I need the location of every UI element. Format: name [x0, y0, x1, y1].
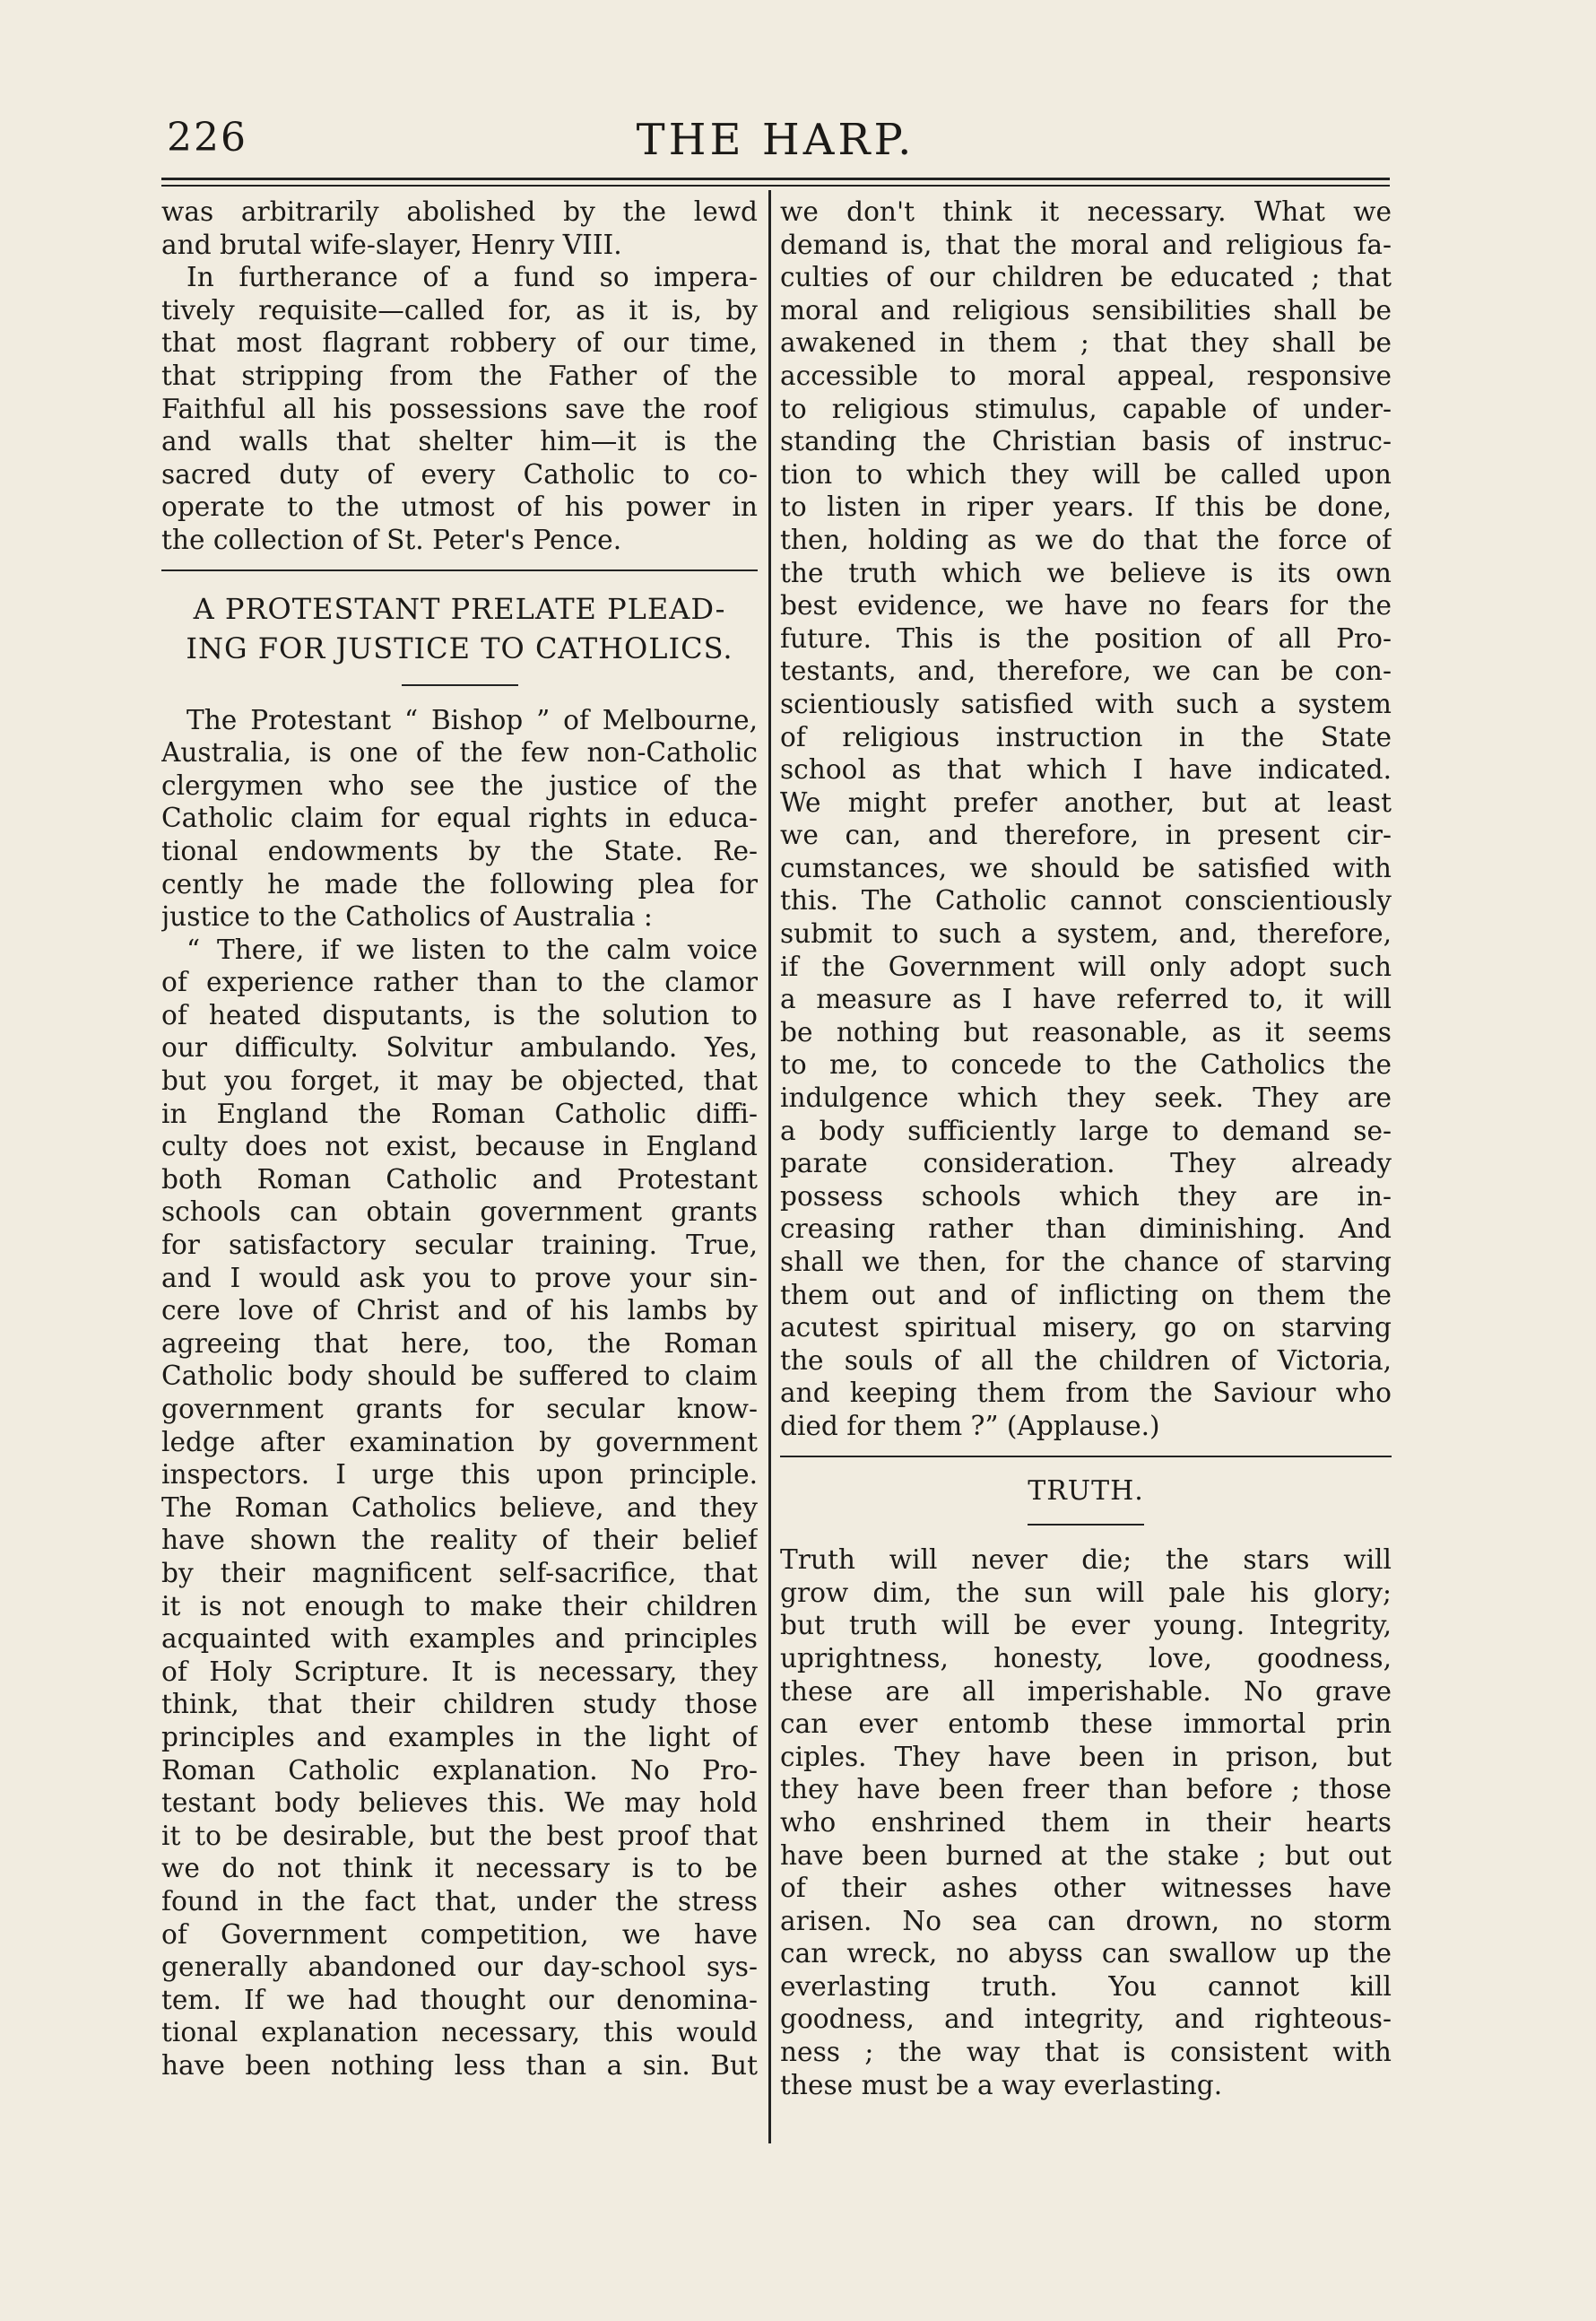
text-line: can ever entomb these immortal prin [780, 1708, 1392, 1740]
text-line: moral and religious sensibilities shall be [780, 294, 1392, 326]
headline-line: ING FOR JUSTICE TO CATHOLICS. [186, 630, 733, 665]
text-line: “ There, if we listen to the calm voice [186, 934, 758, 965]
text-line: have shown the reality of their belief [161, 1525, 758, 1556]
right-column [780, 196, 1392, 2101]
text-line: agreeing that here, too, the Roman [161, 1327, 758, 1359]
text-line: this. The Catholic cannot conscientiously [780, 885, 1392, 917]
text-line: awakened in them ; that they shall be [780, 327, 1392, 359]
text-line: tional explanation necessary, this would [161, 2017, 758, 2048]
text-line: in England the Roman Catholic diffi- [161, 1098, 758, 1129]
text-line: of Holy Scripture. It is necessary, they [161, 1656, 758, 1687]
text-line: ledge after examination by government [161, 1426, 758, 1457]
text-line: have been nothing less than a sin. But [161, 2049, 758, 2081]
intro-paragraph [161, 196, 758, 557]
text-line: it to be desirable, but the best proof that [161, 1820, 758, 1851]
publication-title: THE HARP. [636, 115, 915, 165]
text-line: tively requisite—called for, as it is, by [161, 294, 758, 326]
text-line: culty does not exist, because in England [161, 1131, 758, 1162]
text-line: if the Government will only adopt such [780, 951, 1392, 982]
text-line: inspectors. I urge this upon principle. [161, 1459, 758, 1491]
text-line: scientiously satisfied with such a system [780, 688, 1392, 719]
text-line: found in the fact that, under the stress [161, 1885, 758, 1917]
text-line: uprightness, honesty, love, goodness, [780, 1642, 1392, 1673]
text-line: of experience rather than to the clamor [161, 967, 758, 998]
section-divider [780, 1456, 1392, 1457]
truth-article-body [780, 1543, 1392, 2101]
text-line: and I would ask you to prove your sin- [161, 1262, 758, 1293]
text-line: clergymen who see the justice of the [161, 769, 758, 801]
text-line: testants, and, therefore, we can be con- [780, 656, 1392, 687]
text-line: grow dim, the sun will pale his glory; [780, 1577, 1392, 1608]
text-line: Catholic body should be suffered to claim [161, 1360, 758, 1392]
text-line: but truth will be ever young. Integrity, [780, 1610, 1392, 1641]
text-line: to me, to concede to the Catholics the [780, 1049, 1392, 1081]
left-column [161, 196, 758, 2082]
text-line: principles and examples in the light of [161, 1721, 758, 1752]
text-line: we do not think it necessary is to be [161, 1853, 758, 1884]
text-line: it is not enough to make their children [161, 1590, 758, 1621]
text-line: for satisfactory secular training. True, [161, 1230, 758, 1261]
text-line: and brutal wife-slayer, Henry VIII. [161, 229, 622, 260]
text-line: indulgence which they seek. They are [780, 1082, 1392, 1114]
text-line: and keeping them from the Saviour who [780, 1378, 1392, 1409]
page-number: 226 [167, 115, 247, 161]
text-line: demand is, that the moral and religious fa- [780, 229, 1392, 260]
text-line: tem. If we had thought our denomina- [161, 1984, 758, 2015]
text-line: they have been freer than before ; those [780, 1774, 1392, 1805]
text-line: tional endowments by the State. Re- [161, 835, 758, 866]
text-line: arisen. No sea can drown, no storm [780, 1905, 1392, 1936]
text-line: be nothing but reasonable, as it seems [780, 1016, 1392, 1047]
text-line: cumstances, we should be satisfied with [780, 852, 1392, 883]
text-line: have been burned at the stake ; but out [780, 1839, 1392, 1871]
text-line: generally abandoned our day-school sys- [161, 1952, 758, 1983]
text-line: Roman Catholic explanation. No Pro- [161, 1754, 758, 1786]
text-line: Catholic claim for equal rights in educa- [161, 803, 758, 834]
text-line: but you forget, it may be objected, that [161, 1065, 758, 1097]
text-line: was arbitrarily abolished by the lewd [161, 196, 758, 227]
text-line: justice to the Catholics of Australia : [161, 901, 653, 933]
text-line: We might prefer another, but at least [780, 787, 1392, 818]
text-line: standing the Christian basis of instruc- [780, 426, 1392, 457]
text-line: future. This is the position of all Pro- [780, 622, 1392, 654]
column-divider [768, 190, 771, 2143]
text-line: Australia, is one of the few non-Catholic [161, 737, 758, 769]
text-line: think, that their children study those [161, 1689, 758, 1720]
text-line: culties of our children be educated ; that [780, 262, 1392, 293]
article-body-continued [780, 196, 1392, 1443]
text-line: testant body believes this. We may hold [161, 1787, 758, 1819]
text-line: tion to which they will be called upon [780, 458, 1392, 490]
text-line: parate consideration. They already [780, 1148, 1392, 1179]
text-line: government grants for secular know- [161, 1394, 758, 1424]
text-line: them out and of inflicting on them the [780, 1279, 1392, 1310]
text-line: creasing rather than diminishing. And [780, 1213, 1392, 1245]
section-divider [161, 569, 758, 571]
text-line: acutest spiritual misery, go on starving [780, 1312, 1392, 1343]
text-line: everlasting truth. You cannot kill [780, 1970, 1392, 2002]
text-line: accessible to moral appeal, responsive [780, 360, 1392, 391]
text-line: by their magnificent self-sacrifice, that [161, 1557, 758, 1588]
text-line: we don't think it necessary. What we [780, 196, 1392, 227]
text-line: died for them ?” (Applause.) [780, 1410, 1160, 1441]
headline-underline [402, 684, 518, 686]
text-line: and walls that shelter him—it is the [161, 426, 758, 457]
headline-line: A PROTESTANT PRELATE PLEAD- [193, 591, 726, 626]
text-line: The Roman Catholics believe, and they [161, 1491, 758, 1523]
text-line: ness ; the way that is consistent with [780, 2037, 1392, 2068]
text-line: of Government competition, we have [161, 1918, 758, 1950]
page-header [161, 115, 1390, 169]
article-headline [161, 589, 758, 668]
text-line: The Protestant “ Bishop ” of Melbourne, [186, 704, 758, 735]
text-line: Faithful all his possessions save the roof [161, 393, 758, 424]
text-line: the collection of St. Peter's Pence. [161, 524, 622, 555]
text-line: cently he made the following plea for [161, 868, 758, 900]
text-line: school as that which I have indicated. [780, 754, 1392, 786]
text-line: submit to such a system, and, therefore, [780, 918, 1392, 950]
text-line: a measure as I have referred to, it will [780, 984, 1392, 1015]
text-line: acquainted with examples and principles [161, 1623, 758, 1655]
text-line: of religious instruction in the State [780, 721, 1392, 752]
text-line: both Roman Catholic and Protestant [161, 1163, 758, 1195]
text-line: that stripping from the Father of the [161, 360, 758, 391]
text-line: best evidence, we have no fears for the [780, 590, 1392, 622]
text-line: goodness, and integrity, and righteous- [780, 2004, 1392, 2035]
text-line: these must be a way everlasting. [780, 2069, 1223, 2100]
text-line: cere love of Christ and of his lambs by [161, 1295, 758, 1326]
text-line: then, holding as we do that the force of [780, 524, 1392, 555]
text-line: who enshrined them in their hearts [780, 1806, 1392, 1838]
text-line: can wreck, no abyss can swallow up the [780, 1938, 1392, 1969]
text-line: sacred duty of every Catholic to co- [161, 458, 758, 490]
text-line: our difficulty. Solvitur ambulando. Yes, [161, 1032, 758, 1064]
header-rule-thin [161, 185, 1390, 187]
text-line: shall we then, for the chance of starving [780, 1247, 1392, 1277]
heading-underline [1028, 1524, 1144, 1526]
text-line: we can, and therefore, in present cir- [780, 820, 1392, 851]
text-line: to listen in riper years. If this be done, [780, 491, 1392, 523]
text-line: these are all imperishable. No grave [780, 1675, 1392, 1707]
text-line: schools can obtain government grants [161, 1196, 758, 1228]
text-line: the truth which we believe is its own [780, 557, 1392, 588]
article-body [161, 704, 758, 2082]
text-line: operate to the utmost of his power in [161, 491, 758, 523]
text-line: of heated disputants, is the solution to [161, 999, 758, 1030]
header-rule-thick [161, 178, 1390, 180]
text-line: to religious stimulus, capable of under- [780, 393, 1392, 424]
text-line: ciples. They have been in prison, but [780, 1741, 1392, 1772]
truth-heading: TRUTH. [1028, 1474, 1144, 1507]
text-line: Truth will never die; the stars will [780, 1544, 1392, 1576]
text-line: of their ashes other witnesses have [780, 1873, 1392, 1904]
text-line: possess schools which they are in- [780, 1180, 1392, 1212]
text-line: a body sufficiently large to demand se- [780, 1115, 1392, 1146]
text-line: In furtherance of a fund so impera- [186, 262, 758, 293]
text-line: that most flagrant robbery of our time, [161, 327, 758, 359]
text-line: the souls of all the children of Victoria, [780, 1344, 1392, 1376]
